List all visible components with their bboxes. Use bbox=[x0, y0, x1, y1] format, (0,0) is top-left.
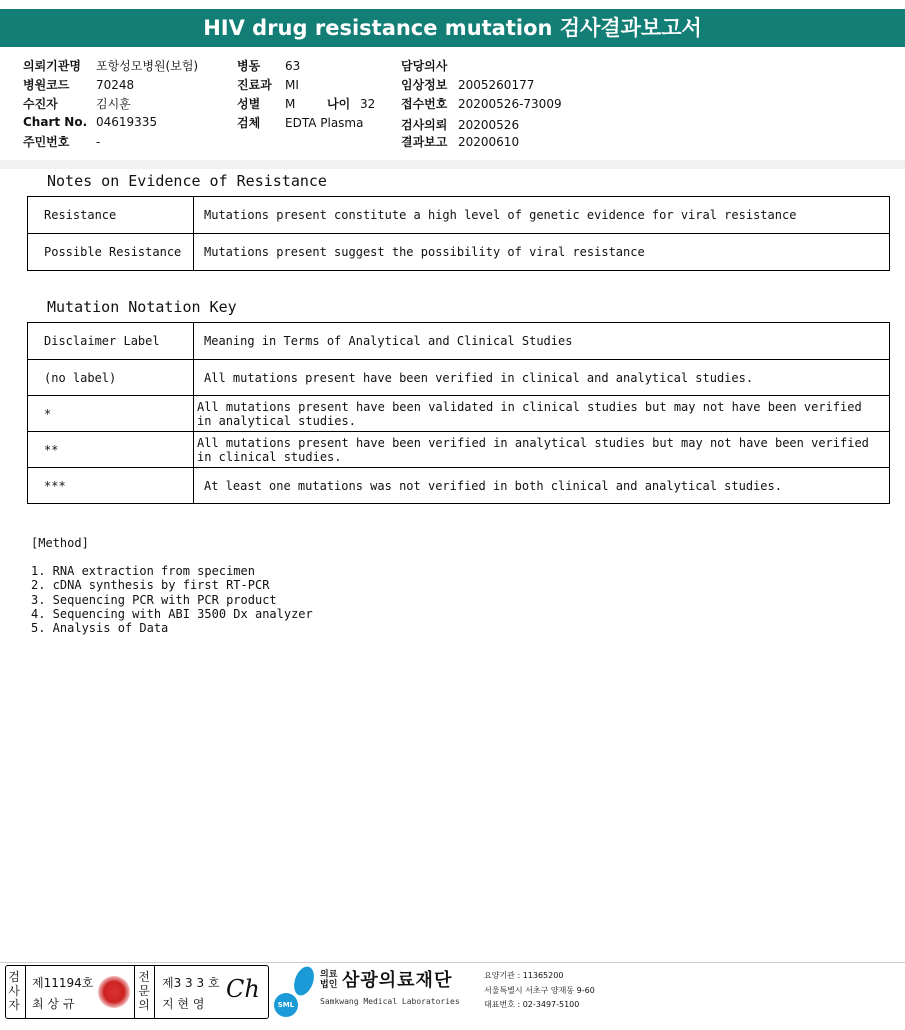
info-report-date: 결과보고 20200610 bbox=[401, 135, 520, 149]
method-title: [Method] bbox=[31, 536, 89, 550]
table-row bbox=[28, 396, 890, 432]
method-step: 3. Sequencing PCR with PCR product bbox=[31, 592, 277, 607]
info-request-date: 검사의뢰 20200526 bbox=[401, 118, 520, 132]
column-header-label: Disclaimer Label bbox=[28, 323, 194, 360]
divider bbox=[25, 966, 26, 1018]
info-clinical: 임상정보 2005260177 bbox=[401, 78, 535, 92]
method-step: 4. Sequencing with ABI 3500 Dx analyzer bbox=[31, 606, 313, 621]
notation-table bbox=[27, 322, 890, 504]
column-header-meaning: Meaning in Terms of Analytical and Clinical Studies bbox=[194, 323, 890, 360]
info-hospital: 의뢰기관명 포항성모병원(보험) bbox=[23, 59, 199, 73]
table-row bbox=[28, 197, 890, 234]
org-name: 삼광의료재단 bbox=[342, 970, 453, 991]
info-age-value: 32 bbox=[360, 97, 376, 111]
info-doctor: 담당의사 bbox=[401, 59, 448, 73]
inspector-license: 제11194호 bbox=[32, 976, 94, 990]
report-title: HIV drug resistance mutation 검사결과보고서 bbox=[203, 16, 702, 40]
notation-meaning: All mutations present have been verified in analytical studies but may not have been verified in clinical studies. bbox=[194, 432, 890, 468]
reviewer-license: 제3 3 3 호 bbox=[162, 976, 220, 990]
org-line-2: 서울특별시 서초구 양재동 9-60 bbox=[484, 986, 595, 995]
footer-divider bbox=[0, 962, 905, 963]
evidence-label: Possible Resistance bbox=[28, 234, 194, 271]
table-row bbox=[28, 234, 890, 271]
patient-info bbox=[0, 55, 905, 160]
method-section bbox=[31, 536, 313, 635]
method-step: 2. cDNA synthesis by first RT-PCR bbox=[31, 578, 270, 593]
org-line-1: 요양기관 : 11365200 bbox=[484, 971, 564, 980]
method-step: 5. Analysis of Data bbox=[31, 621, 169, 636]
signature-box bbox=[5, 965, 269, 1019]
info-sex: 성별 M 나이 32 bbox=[237, 97, 376, 111]
org-prefix: 의료 법인 bbox=[320, 970, 338, 990]
info-patient-name: 수진자 김시훈 bbox=[23, 97, 131, 111]
notation-label: ** bbox=[28, 432, 194, 468]
table-row bbox=[28, 432, 890, 468]
evidence-meaning: Mutations present constitute a high level of genetic evidence for viral resistance bbox=[194, 197, 890, 234]
info-department: 진료과 MI bbox=[237, 78, 299, 92]
seal-stamp-icon bbox=[98, 976, 130, 1008]
table-row bbox=[28, 468, 890, 504]
divider bbox=[154, 966, 155, 1018]
info-resident-no: 주민번호 - bbox=[23, 135, 101, 149]
info-age-label: 나이 bbox=[327, 97, 351, 111]
logo-badge: SML bbox=[274, 993, 298, 1017]
info-chart-no: Chart No. 04619335 bbox=[23, 115, 158, 129]
notation-label: (no label) bbox=[28, 360, 194, 396]
notation-meaning: All mutations present have been validated in clinical studies but may not have been verified in analytical studies. bbox=[194, 396, 890, 432]
org-line-3: 대표번호 : 02-3497-5100 bbox=[484, 1000, 580, 1009]
notation-label: * bbox=[28, 396, 194, 432]
evidence-meaning: Mutations present suggest the possibility of viral resistance bbox=[194, 234, 890, 271]
evidence-table bbox=[27, 196, 890, 271]
notation-meaning: At least one mutations was not verified in both clinical and analytical studies. bbox=[194, 468, 890, 504]
report-title-banner bbox=[0, 9, 905, 47]
section-divider bbox=[0, 160, 905, 169]
notation-label: *** bbox=[28, 468, 194, 504]
logo-drop-icon bbox=[290, 964, 317, 998]
notation-meaning: All mutations present have been verified in clinical and analytical studies. bbox=[194, 360, 890, 396]
reviewer-name: 지 현 영 bbox=[162, 997, 205, 1011]
inspector-name: 최 상 규 bbox=[32, 997, 75, 1011]
evidence-label: Resistance bbox=[28, 197, 194, 234]
method-step: 1. RNA extraction from specimen bbox=[31, 564, 255, 579]
notation-title: Mutation Notation Key bbox=[47, 298, 237, 316]
evidence-title: Notes on Evidence of Resistance bbox=[47, 172, 327, 190]
inspector-label: 검사자 bbox=[8, 970, 20, 1012]
info-receipt-no: 접수번호 20200526-73009 bbox=[401, 97, 562, 111]
divider bbox=[134, 966, 135, 1018]
signature: Ch bbox=[226, 975, 260, 1003]
table-header-row bbox=[28, 323, 890, 360]
reviewer-label: 전문의 bbox=[138, 970, 150, 1012]
info-ward: 병동 63 bbox=[237, 59, 301, 73]
table-row bbox=[28, 360, 890, 396]
org-name-en: Samkwang Medical Laboratories bbox=[320, 997, 460, 1006]
info-hospital-code: 병원코드 70248 bbox=[23, 78, 135, 92]
info-specimen: 검체 EDTA Plasma bbox=[237, 116, 364, 130]
